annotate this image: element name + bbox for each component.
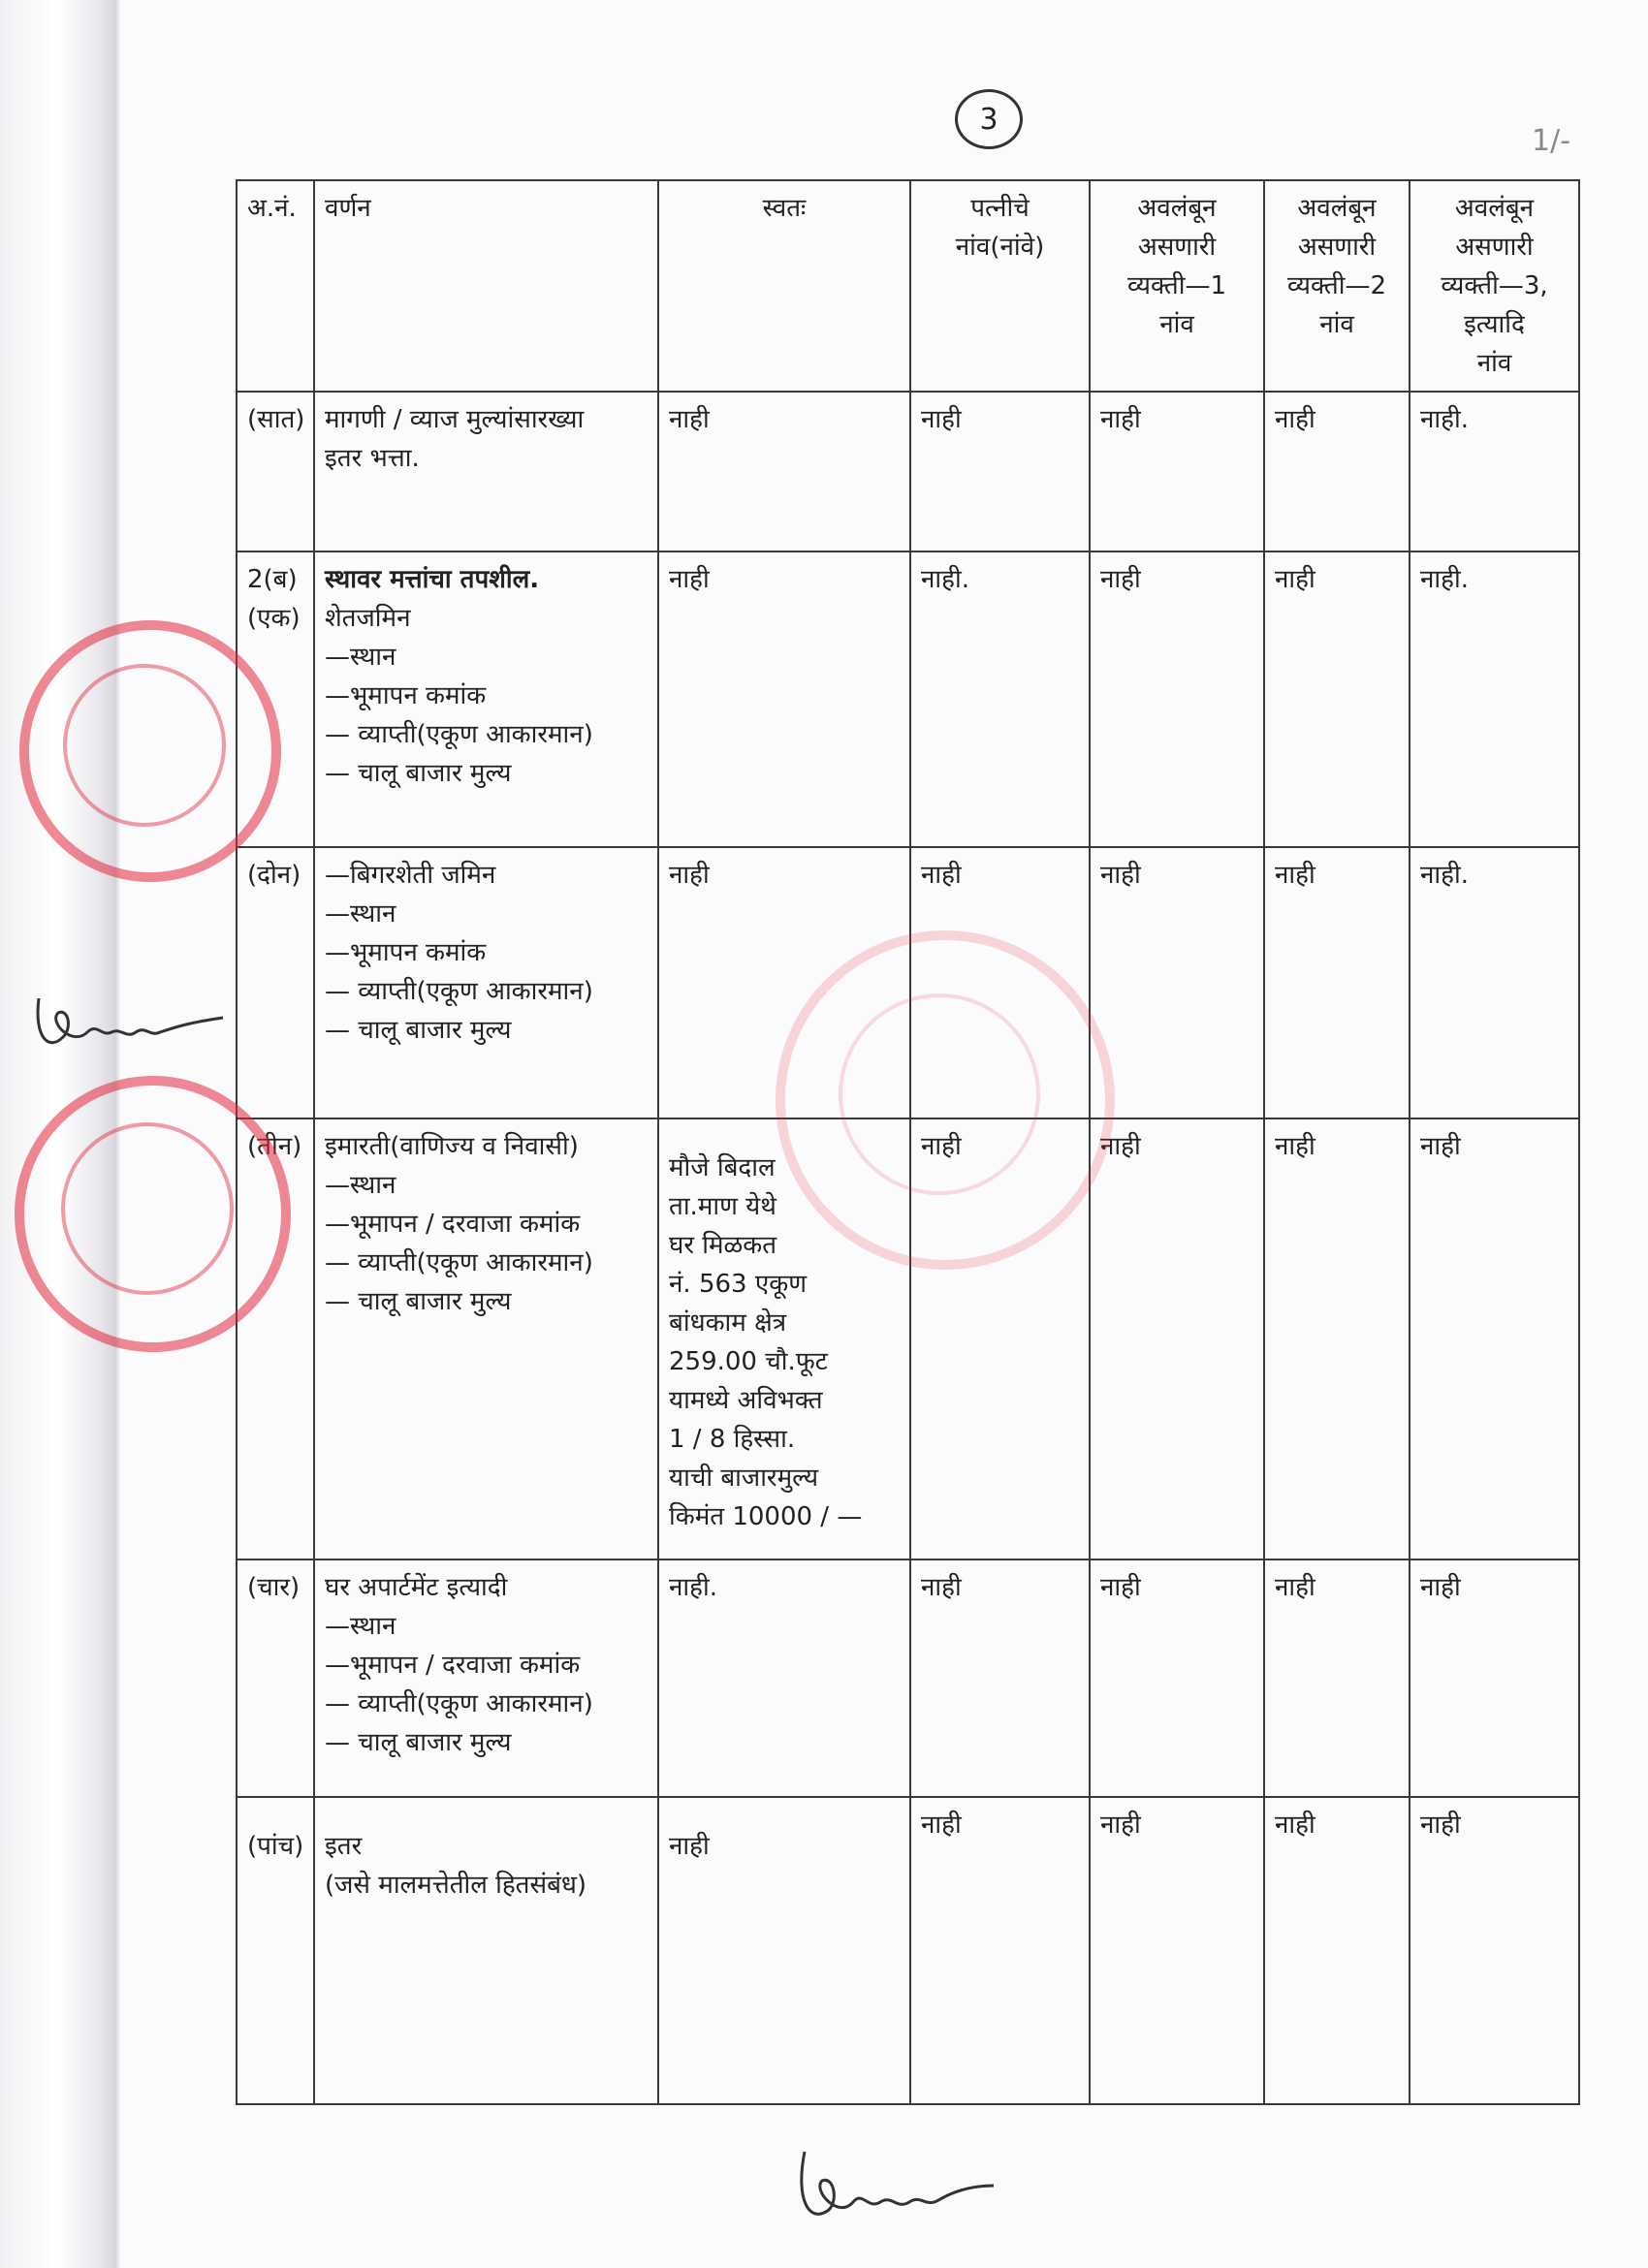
row-self: मौजे बिदाल ता.माण येथे घर मिळकत नं. 563 एकूण बांधकाम क्षेत्र 259.00 चौ.फूट यामध्ये अविभक्त 1 / 8 हिस्सा. याची बाजारमुल्य किमंत 10000 / —: [658, 1118, 910, 1559]
row-self: नाही: [658, 1797, 910, 2104]
row-dependent-1: नाही: [1090, 392, 1264, 551]
row-dependent-2: नाही: [1264, 551, 1410, 847]
row-sr-no: (चार): [237, 1559, 314, 1797]
table-row: [237, 1118, 1579, 1559]
row-spouse: नाही: [910, 392, 1090, 551]
row-dependent-2: नाही: [1264, 847, 1410, 1118]
row-dependent-2: नाही: [1264, 1559, 1410, 1797]
row-dependent-3: नाही: [1410, 1559, 1579, 1797]
row-spouse: नाही.: [910, 551, 1090, 847]
table-row: [237, 392, 1579, 551]
row-sr-no: 2(ब) (एक): [237, 551, 314, 847]
row-heading: स्थावर मत्तांचा तपशील.: [325, 565, 540, 594]
row-description: —बिगरशेती जमिन —स्थान —भूमापन कमांक — व्याप्ती(एकूण आकारमान) — चालू बाजार मुल्य: [314, 847, 658, 1118]
table-row: [237, 847, 1579, 1118]
binding-fold: [114, 0, 120, 2268]
row-description: शेतजमिन —स्थान —भूमापन कमांक — व्याप्ती(एकूण आकारमान) — चालू बाजार मुल्य: [325, 604, 593, 788]
margin-signature: [29, 979, 233, 1066]
header-dependent-1: अवलंबून असणारी व्यक्ती—1 नांव: [1090, 180, 1264, 392]
header-dependent-2: अवलंबून असणारी व्यक्ती—2 नांव: [1264, 180, 1410, 392]
header-self: स्वतः: [658, 180, 910, 392]
row-self: नाही: [658, 847, 910, 1118]
row-description: इमारती(वाणिज्य व निवासी) —स्थान —भूमापन / दरवाजा कमांक — व्याप्ती(एकूण आकारमान) — चालू बाजार मुल्य: [314, 1118, 658, 1559]
row-spouse: नाही: [910, 1559, 1090, 1797]
row-sr-no: (तीन): [237, 1118, 314, 1559]
row-dependent-1: नाही: [1090, 1797, 1264, 2104]
row-dependent-2: नाही: [1264, 1118, 1410, 1559]
header-sr-no: अ.नं.: [237, 180, 314, 392]
header-spouse: पत्नीचे नांव(नांवे): [910, 180, 1090, 392]
header-row: [237, 180, 1579, 392]
table-row: [237, 1559, 1579, 1797]
header-description: वर्णन: [314, 180, 658, 392]
row-sr-no: (सात): [237, 392, 314, 551]
row-dependent-1: नाही: [1090, 1559, 1264, 1797]
bottom-signature: [785, 2132, 998, 2239]
row-sr-no: (पांच): [237, 1797, 314, 2104]
row-dependent-2: नाही: [1264, 392, 1410, 551]
row-self: नाही: [658, 392, 910, 551]
row-dependent-3: नाही: [1410, 1118, 1579, 1559]
row-dependent-3: नाही.: [1410, 392, 1579, 551]
header-dependent-3: अवलंबून असणारी व्यक्ती—3, इत्यादि नांव: [1410, 180, 1579, 392]
row-spouse: नाही: [910, 1118, 1090, 1559]
corner-mark: 1/-: [1532, 124, 1571, 158]
row-dependent-2: नाही: [1264, 1797, 1410, 2104]
row-self: नाही: [658, 551, 910, 847]
row-description: इतर (जसे मालमत्तेतील हितसंबंध): [314, 1797, 658, 2104]
row-spouse: नाही: [910, 1797, 1090, 2104]
asset-declaration-table: [236, 179, 1580, 2105]
row-dependent-1: नाही: [1090, 847, 1264, 1118]
page-number: 3: [955, 89, 1023, 149]
row-description-cell: [314, 551, 658, 847]
binding-strip: [0, 0, 116, 2268]
row-dependent-3: नाही.: [1410, 551, 1579, 847]
row-dependent-3: नाही.: [1410, 847, 1579, 1118]
row-dependent-3: नाही: [1410, 1797, 1579, 2104]
row-dependent-1: नाही: [1090, 1118, 1264, 1559]
row-spouse: नाही: [910, 847, 1090, 1118]
row-dependent-1: नाही: [1090, 551, 1264, 847]
table-row: [237, 1797, 1579, 2104]
row-self: नाही.: [658, 1559, 910, 1797]
row-sr-no: (दोन): [237, 847, 314, 1118]
row-description: मागणी / व्याज मुल्यांसारख्या इतर भत्ता.: [314, 392, 658, 551]
table-row: [237, 551, 1579, 847]
row-description: घर अपार्टमेंट इत्यादी —स्थान —भूमापन / दरवाजा कमांक — व्याप्ती(एकूण आकारमान) — चालू बाजार मुल्य: [314, 1559, 658, 1797]
